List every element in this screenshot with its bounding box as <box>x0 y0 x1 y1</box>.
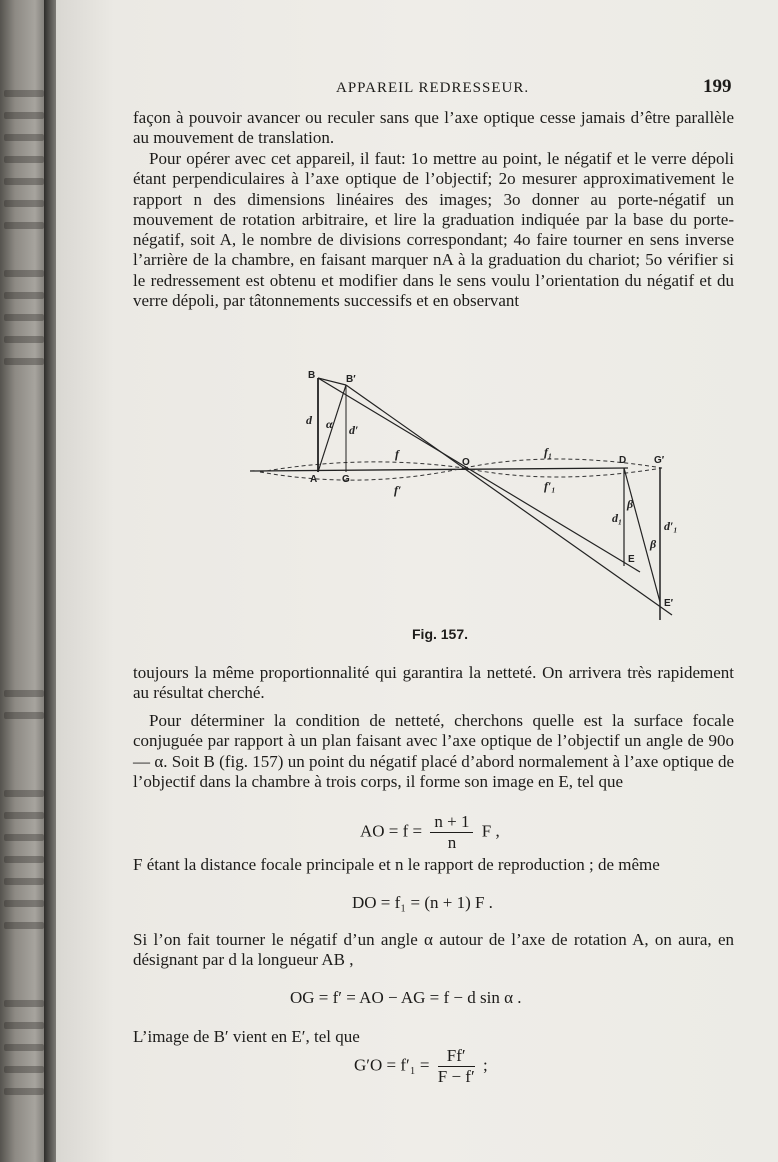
label-E: E <box>628 554 635 565</box>
upper-right-dashed-curve <box>464 459 662 468</box>
label-d1: d₁ <box>612 511 623 525</box>
paragraph-3: toujours la même proportionnalité qui garantira la netteté. On arrivera très rapidement au résultat cherché. <box>133 663 734 703</box>
ray-B-prime-E-prime <box>346 385 672 615</box>
page-number: 199 <box>703 76 732 97</box>
label-G: G <box>342 474 350 485</box>
paragraph-6: Si l’on fait tourner le négatif d’un angle α autour de l’axe de rotation A, on aura, en désignant par d la longueur AB , <box>133 930 734 970</box>
paragraph-1: façon à pouvoir avancer ou reculer sans que l’axe optique cesse jamais d’être parallèle au mouvement de translation. <box>133 108 734 148</box>
label-d1-prime: d′₁ <box>664 519 678 533</box>
label-d: d <box>306 413 312 427</box>
label-f1: f₁ <box>544 445 553 459</box>
paragraph-2: Pour opérer avec cet appareil, il faut: 1o mettre au point, le négatif et le verre dépoli étant perpendiculaires à l’axe optique de l’objectif; 2o mesurer approximativement le rapport n des dimensions linéaires des images; 3o donner au porte-négatif un mouvement de rotation arbitraire, et lire la graduation indiquée par la base du porte-négatif, soit A, le nombre de divisions correspondant; 4o faire tourner en sens inverse l’arrière de la chambre, en faisant marquer nA à la graduation du chariot; 5o vérifier si le redressement est obtenu et modifier dans le sens voulu l’orientation du négatif et du verre dépoli, par tâtonnements successifs et en observant <box>133 149 734 311</box>
paragraph-5: F étant la distance focale principale et n le rapport de reproduction ; de même <box>133 855 660 874</box>
book-page <box>56 0 778 1162</box>
label-A: A <box>310 474 318 485</box>
label-B: B <box>308 370 316 381</box>
label-f: f <box>395 447 399 461</box>
running-head: APPAREIL REDRESSEUR. <box>336 80 530 96</box>
optical-axis-line <box>250 468 628 471</box>
label-B-prime: B′ <box>346 374 356 385</box>
page-header <box>56 76 778 100</box>
label-G-prime: G′ <box>654 455 665 466</box>
label-f-prime: f′ <box>394 483 402 497</box>
adjacent-page-edge <box>0 0 50 1162</box>
figure-157 <box>242 362 678 626</box>
label-O: O <box>462 457 470 468</box>
equation-G-prime-O: G′O = f′₁ = $\frac{Ff'}{F - f'}$ ; <box>354 1046 488 1086</box>
figure-caption: Fig. 157. <box>412 626 469 642</box>
label-f1-prime: f′₁ <box>544 479 556 493</box>
label-E-prime: E′ <box>664 598 674 609</box>
label-beta-2: β <box>650 537 657 551</box>
segment-BB-prime <box>318 378 346 385</box>
paragraph-4: Pour déterminer la condition de netteté, cherchons quelle est la surface focale conjuguée par rapport à un plan faisant avec l’axe optique de l’objectif un angle de 90o — α. Soit B (fig. 157) un point du négatif placé d’abord normalement à l’axe optique de l’objectif dans la chambre à trois corps, il forme son image en E, tel que <box>133 711 734 791</box>
equation-DO: DO = f₁ = (n + 1) F . <box>352 893 493 912</box>
label-d-prime: d′ <box>349 423 359 437</box>
equation-OG: OG = f′ = AO − AG = f − d sin α . <box>290 988 522 1007</box>
label-beta-1: β <box>627 497 634 511</box>
equation-AO: AO = f = $\frac{n + 1}{n}$ F , <box>360 812 500 852</box>
segment-D-E-prime <box>624 468 660 602</box>
label-D: D <box>619 455 627 466</box>
optical-diagram <box>242 362 678 626</box>
paragraph-7: L’image de B′ vient en E′, tel que <box>133 1027 360 1046</box>
label-alpha: α <box>326 417 333 431</box>
ray-B-E <box>318 378 640 572</box>
